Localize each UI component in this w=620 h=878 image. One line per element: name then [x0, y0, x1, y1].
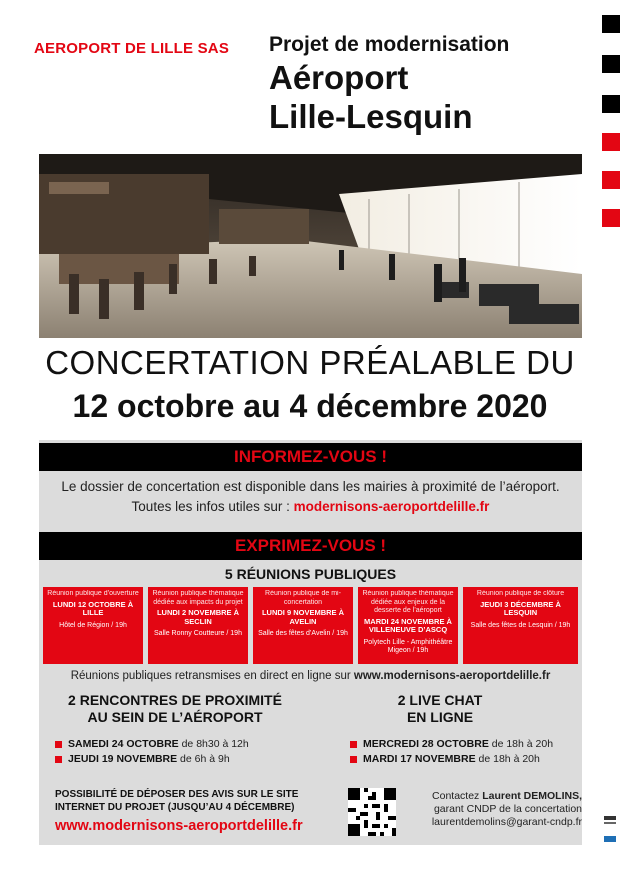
rencontre-time: de 8h30 à 12h	[181, 738, 249, 750]
reunion-title: Réunion publique de mi-concertation	[265, 590, 341, 606]
retransmission-link[interactable]: www.modernisons-aeroportdelille.fr	[353, 670, 551, 682]
livechat-title-line1: 2 LIVE CHAT	[397, 692, 483, 708]
rencontres-title	[50, 692, 300, 726]
reunion-title: Réunion publique d’ouverture	[47, 590, 139, 597]
qr-code-icon[interactable]	[348, 788, 396, 836]
exprimez-bar: EXPRIMEZ-VOUS !	[39, 532, 582, 560]
livechat-item	[350, 753, 540, 765]
retransmission-text: Réunions publiques retransmises en direct en ligne sur	[70, 670, 351, 682]
informez-text: Le dossier de concertation est disponible dans les mairies à proximité de l’aéroport.	[61, 479, 560, 494]
rencontre-time: de 6h à 9h	[180, 753, 230, 765]
contact-role: garant CNDP de la concertation	[433, 803, 582, 815]
avis-notice	[55, 788, 355, 814]
bullet-square-icon	[55, 741, 62, 748]
reunion-title: Réunion publique de clôture	[476, 590, 565, 597]
reunion-place: Salle des fêtes de Lesquin / 19h	[470, 621, 571, 629]
livechat-date: MARDI 17 NOVEMBRE	[363, 753, 476, 765]
contact-email[interactable]: laurentdemolins@garant-cndp.fr	[431, 816, 582, 828]
square-red	[602, 209, 620, 227]
reunion-place: Salle des fêtes d’Avelin / 19h	[258, 630, 348, 637]
rencontres-title-line1: 2 RENCONTRES DE PROXIMITÉ	[68, 692, 282, 708]
retransmission-line	[39, 670, 582, 682]
company-name: AEROPORT DE LILLE SAS	[34, 40, 230, 57]
terminal-photo	[39, 154, 582, 338]
bullet-square-icon	[350, 756, 357, 763]
livechat-title-line2: EN LIGNE	[406, 709, 474, 725]
reunion-card	[358, 587, 458, 664]
concertation-dates: 12 octobre au 4 décembre 2020	[72, 388, 548, 424]
livechat-date: MERCREDI 28 OCTOBRE	[363, 738, 489, 750]
reunions-title: 5 RÉUNIONS PUBLIQUES	[224, 566, 397, 582]
reunion-place: Polytech Lille - Amphithéâtre Migeon / 19h	[363, 638, 453, 654]
rencontre-item	[55, 753, 230, 765]
livechat-time: de 18h à 20h	[478, 753, 540, 765]
rencontres-title-line2: AU SEIN DE L’AÉROPORT	[87, 709, 263, 725]
reunion-card	[463, 587, 578, 664]
informez-link[interactable]: modernisons-aeroportdelille.fr	[293, 499, 490, 514]
reunion-card	[148, 587, 248, 664]
square-black	[602, 55, 620, 73]
concertation-heading: CONCERTATION PRÉALABLE DU	[45, 344, 575, 381]
bullet-square-icon	[55, 756, 62, 763]
project-title-line1: Aéroport	[269, 59, 409, 96]
square-red	[602, 133, 620, 151]
square-black	[602, 95, 620, 113]
project-website-link[interactable]: www.modernisons-aeroportdelille.fr	[55, 818, 303, 834]
rencontre-date: SAMEDI 24 OCTOBRE	[68, 738, 179, 750]
informez-bar: INFORMEZ-VOUS !	[39, 443, 582, 471]
livechat-item	[350, 738, 553, 750]
project-subtitle: Projet de modernisation	[269, 33, 510, 56]
livechat-time: de 18h à 20h	[491, 738, 554, 750]
reunion-card	[43, 587, 143, 664]
rencontre-item	[55, 738, 249, 750]
small-logo-icon	[604, 816, 616, 846]
bullet-square-icon	[350, 741, 357, 748]
informez-link-line	[39, 499, 582, 514]
reunion-card	[253, 587, 353, 664]
contact-name: Laurent DEMOLINS,	[482, 790, 582, 802]
contact-line1	[410, 790, 582, 803]
livechat-title	[340, 692, 540, 726]
reunion-date: MARDI 24 NOVEMBRE À VILLENEUVE D’ASCQ	[364, 616, 452, 634]
reunion-place: Salle Ronny Coutteure / 19h	[154, 630, 242, 637]
informez-link-prefix: Toutes les infos utiles sur :	[131, 499, 290, 514]
rencontre-date: JEUDI 19 NOVEMBRE	[68, 753, 178, 765]
reunion-title: Réunion publique thématique dédiée aux enjeux de la desserte de l’aéroport	[362, 590, 454, 614]
reunion-date: JEUDI 3 DÉCEMBRE À LESQUIN	[480, 599, 561, 617]
reunion-place: Hôtel de Région / 19h	[59, 621, 127, 629]
square-black	[602, 15, 620, 33]
reunion-title: Réunion publique thématique dédiée aux impacts du projet	[152, 590, 244, 606]
contact-block	[410, 790, 582, 829]
project-title-line2: Lille-Lesquin	[269, 98, 473, 135]
reunion-date: LUNDI 2 NOVEMBRE À SECLIN	[156, 608, 240, 626]
avis-line2: INTERNET DU PROJET (JUSQU’AU 4 DÉCEMBRE)	[55, 802, 295, 813]
reunion-date: LUNDI 9 NOVEMBRE À AVELIN	[261, 608, 345, 626]
contact-prefix: Contactez	[432, 790, 480, 802]
avis-line1: POSSIBILITÉ DE DÉPOSER DES AVIS SUR LE SITE	[55, 789, 299, 800]
square-red	[602, 171, 620, 189]
reunion-date: LUNDI 12 OCTOBRE À LILLE	[52, 599, 134, 617]
